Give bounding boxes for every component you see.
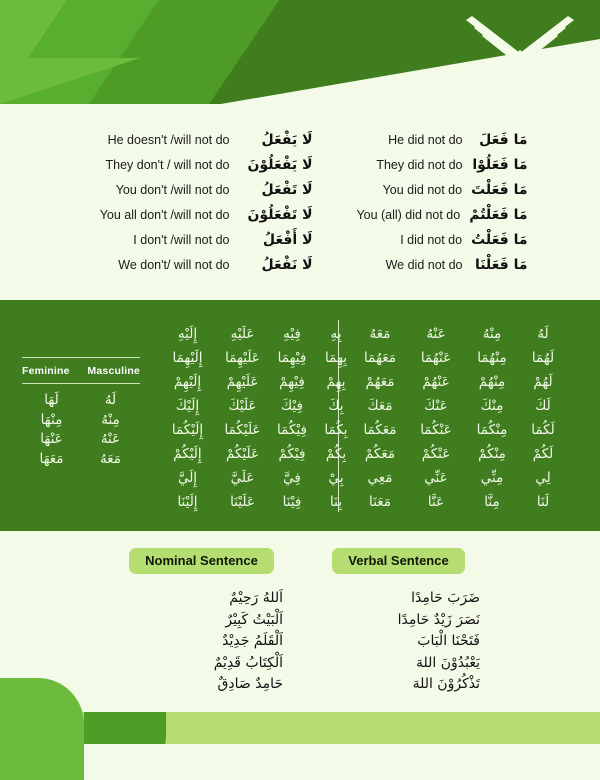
pronoun-cell: إِلَيَّ — [177, 470, 198, 486]
footer-base-strip — [0, 744, 600, 780]
preposition-group-a — [160, 322, 358, 514]
pronoun-cell: مِنْكُمْ — [478, 446, 506, 462]
nominal-sentence-column — [114, 548, 289, 713]
verb-row — [73, 257, 313, 278]
verb-english: I did not do — [400, 233, 463, 247]
pronoun-cell: مَعَنَا — [369, 494, 391, 510]
pronoun-cell: عَلَيْكَ — [228, 398, 257, 414]
verb-english: They don't / will not do — [105, 158, 230, 172]
column-maahu — [352, 322, 408, 514]
pronoun-cell: مَعِي — [367, 470, 393, 486]
negated-verbs-section — [0, 132, 600, 282]
pronoun-cell: فِيْهِمَا — [277, 350, 307, 366]
verb-row — [323, 207, 528, 228]
pronoun-cell: عَنْكُمْ — [421, 446, 451, 462]
verb-row — [323, 257, 528, 278]
pronoun-cell: لَهَا — [44, 392, 59, 408]
pronoun-cell: مِنْكُمَا — [476, 422, 508, 438]
pronoun-cell: بِهِ — [330, 326, 342, 342]
pronoun-cell: فِيْهِ — [283, 326, 301, 342]
pronoun-cell: لَكُمْ — [532, 446, 554, 462]
pronoun-cell: مَعَهُ — [369, 326, 391, 342]
pronoun-cell: فِيْنَا — [282, 494, 302, 510]
pronoun-cell: إِلَيْنَا — [177, 494, 198, 510]
verb-english: You don't /will not do — [115, 183, 230, 197]
verbal-sentence-list — [311, 588, 486, 696]
pronoun-cell: فِيَّ — [283, 470, 301, 486]
pronoun-cell: عَنَّا — [427, 494, 445, 510]
verb-row — [73, 132, 313, 153]
pronoun-cell: لَكُمَا — [531, 422, 555, 438]
pronoun-cell: عَلَيْهِ — [230, 326, 255, 342]
pronoun-cell: مَعَهُمَا — [364, 350, 396, 366]
gender-legend — [22, 357, 140, 469]
nominal-sentence-list — [114, 588, 289, 696]
column-anhu — [408, 322, 464, 514]
pronoun-cell: مِنَّا — [484, 494, 500, 510]
pronoun-cell: عَنْهَا — [40, 431, 63, 447]
pronoun-cell: مِنْهَا — [40, 411, 63, 428]
verb-arabic: لَا يَفْعَلُ — [261, 132, 313, 148]
verb-arabic: مَا فَعَلْتَ — [471, 182, 528, 198]
pronoun-cell: مِنْهُمَا — [477, 350, 507, 366]
list-item: اَلْبَيْتُ كَبِيْرٌ — [225, 611, 283, 628]
pronoun-cell: عَنْهُ — [426, 326, 446, 342]
pronoun-cell: فِيْهِمْ — [279, 374, 305, 390]
pronoun-cell: عَلَيَّ — [230, 470, 255, 486]
verb-english: You did not do — [382, 183, 463, 197]
pronoun-cell: لَهُ — [537, 326, 549, 342]
verb-english: You (all) did not do — [356, 208, 461, 222]
pronoun-cell: إِلَيْهِمَا — [172, 350, 203, 366]
verb-arabic: لَا أَفْعَلُ — [262, 232, 313, 248]
list-item: اَللهُ رَحِيْمٌ — [229, 590, 283, 606]
verb-arabic: مَا فَعَلُوْا — [472, 157, 528, 173]
pronoun-cell: بِهِمَا — [325, 350, 347, 366]
verbal-sentence-column — [311, 548, 486, 713]
verb-arabic: مَا فَعَلْتُ — [471, 232, 528, 248]
preposition-group-b — [352, 322, 566, 514]
verb-english: We don't/ will not do — [118, 258, 230, 272]
header-banner — [0, 0, 600, 104]
pronoun-cell: بِهِمْ — [326, 374, 346, 390]
verb-arabic: لَا تَفْعَلُ — [261, 182, 313, 198]
pronoun-table-section — [0, 300, 600, 531]
pronoun-cell: لَهُ — [104, 392, 117, 408]
list-item: حَامِدٌ صَادِقٌ — [217, 676, 283, 692]
pronoun-cell: بِنَا — [330, 494, 342, 510]
verb-english: I don't /will not do — [133, 233, 230, 247]
pronoun-cell: إِلَيْهِمْ — [173, 374, 202, 390]
pronoun-cell: مَعَهَا — [39, 450, 64, 467]
pronoun-cell: مَعَكُمْ — [364, 446, 396, 462]
pronoun-cell: مَعَهُ — [100, 450, 121, 467]
list-item: نَصَرَ زَيْدٌ حَامِدًا — [397, 611, 480, 628]
list-item: يَعْبُدُوْنَ اللهَ — [415, 654, 480, 671]
pronoun-cell: مِنْهُ — [101, 411, 120, 428]
nominal-sentence-badge: Nominal Sentence — [129, 548, 274, 574]
pronoun-cell: عَنْهُمَا — [420, 350, 452, 366]
pronoun-cell: بِكُمَا — [324, 422, 348, 438]
pronoun-cell: مِنْهُمْ — [478, 374, 506, 390]
verbal-sentence-badge: Verbal Sentence — [332, 548, 464, 574]
pronoun-cell: لَهُمَا — [531, 350, 555, 366]
masculine-column — [81, 391, 140, 469]
pronoun-cell: مَعَكَ — [367, 398, 393, 414]
verb-row — [73, 207, 313, 228]
verb-row — [323, 182, 528, 203]
pronoun-cell: مَعَكُمَا — [363, 422, 397, 438]
present-negation-column — [73, 132, 313, 282]
verb-arabic: لَا يَفْعَلُوْنَ — [247, 157, 313, 173]
legend-bottom-rule — [22, 383, 140, 384]
pronoun-cell: عَلَيْهِمَا — [225, 350, 260, 366]
verb-row — [73, 157, 313, 178]
pronoun-cell: بِكُمْ — [325, 446, 347, 462]
column-fihi — [270, 322, 314, 514]
pronoun-cell: لَنَا — [536, 494, 550, 510]
feminine-header: Feminine — [22, 365, 70, 377]
pronoun-cell: لَكَ — [535, 398, 551, 414]
pronoun-cell: فِيْكَ — [281, 398, 303, 414]
verb-arabic: لَا نَفْعَلُ — [261, 257, 313, 273]
pronoun-cell: عَنْهُمْ — [422, 374, 450, 390]
masculine-header: Masculine — [87, 365, 140, 377]
pronoun-cell: بِكَ — [328, 398, 344, 414]
footer-base-corner — [0, 744, 84, 780]
verb-arabic: لَا تَفْعَلُوْنَ — [247, 207, 313, 223]
verb-row — [323, 132, 528, 153]
pronoun-cell: إِلَيْكُمَا — [171, 422, 204, 438]
list-item: اَلْقَلَمُ جَدِيْدٌ — [222, 633, 283, 649]
sentence-types-section — [0, 548, 600, 713]
pronoun-cell: لِي — [535, 470, 551, 486]
verb-english: He did not do — [388, 133, 463, 147]
verb-english: We did not do — [385, 258, 463, 272]
verb-english: They did not do — [376, 158, 463, 172]
list-item: اَلْكِتَابُ قَدِيْمٌ — [213, 654, 283, 671]
verb-row — [73, 182, 313, 203]
pronoun-cell: عَنِّي — [424, 470, 448, 486]
pronoun-cell: عَنْكَ — [424, 398, 448, 414]
pronoun-cell: فِيْكُمَا — [277, 422, 307, 438]
legend-top-rule — [22, 357, 140, 358]
pronoun-cell: لَهُمْ — [533, 374, 553, 390]
pronoun-cell: مِنْكَ — [480, 398, 504, 414]
pronoun-cell: عَنْهُ — [100, 431, 121, 447]
pronoun-cell: عَلَيْهِمْ — [226, 374, 259, 390]
verb-arabic: مَا فَعَلْتُمْ — [469, 207, 528, 223]
verb-english: You all don't /will not do — [99, 208, 230, 222]
feminine-column — [22, 391, 81, 469]
pronoun-cell: إِلَيْهِ — [177, 326, 198, 342]
pronoun-cell: عَلَيْنَا — [230, 494, 255, 510]
pronoun-cell: فِيْكُمْ — [278, 446, 306, 462]
verb-row — [323, 232, 528, 253]
pronoun-cell: مَعَهُمْ — [365, 374, 395, 390]
column-ilayhi — [160, 322, 215, 514]
pronoun-cell: عَلَيْكُمْ — [225, 446, 260, 462]
verb-row — [323, 157, 528, 178]
pronoun-cell: عَلَيْكُمَا — [224, 422, 261, 438]
pronoun-cell: إِلَيْكَ — [175, 398, 200, 414]
column-minhu — [464, 322, 520, 514]
list-item: ضَرَبَ حَامِدًا — [411, 590, 480, 606]
past-negation-column — [323, 132, 528, 282]
column-alayhi — [215, 322, 270, 514]
column-lahu — [520, 322, 566, 514]
pronoun-cell: إِلَيْكُمْ — [173, 446, 202, 462]
list-item: تَذْكُرُوْنَ اللهَ — [412, 676, 480, 692]
list-item: فَتَحْنَا الْبَابَ — [417, 633, 480, 649]
verb-arabic: مَا فَعَلَ — [479, 132, 528, 148]
pronoun-cell: عَنْكُمَا — [420, 422, 452, 438]
pronoun-cell: بِيْ — [328, 470, 344, 486]
verb-row — [73, 232, 313, 253]
verb-arabic: مَا فَعَلْنَا — [474, 257, 528, 273]
verb-english: He doesn't /will not do — [107, 133, 230, 147]
pronoun-cell: مِنِّي — [480, 470, 504, 486]
pronoun-cell: مِنْهُ — [482, 326, 502, 342]
